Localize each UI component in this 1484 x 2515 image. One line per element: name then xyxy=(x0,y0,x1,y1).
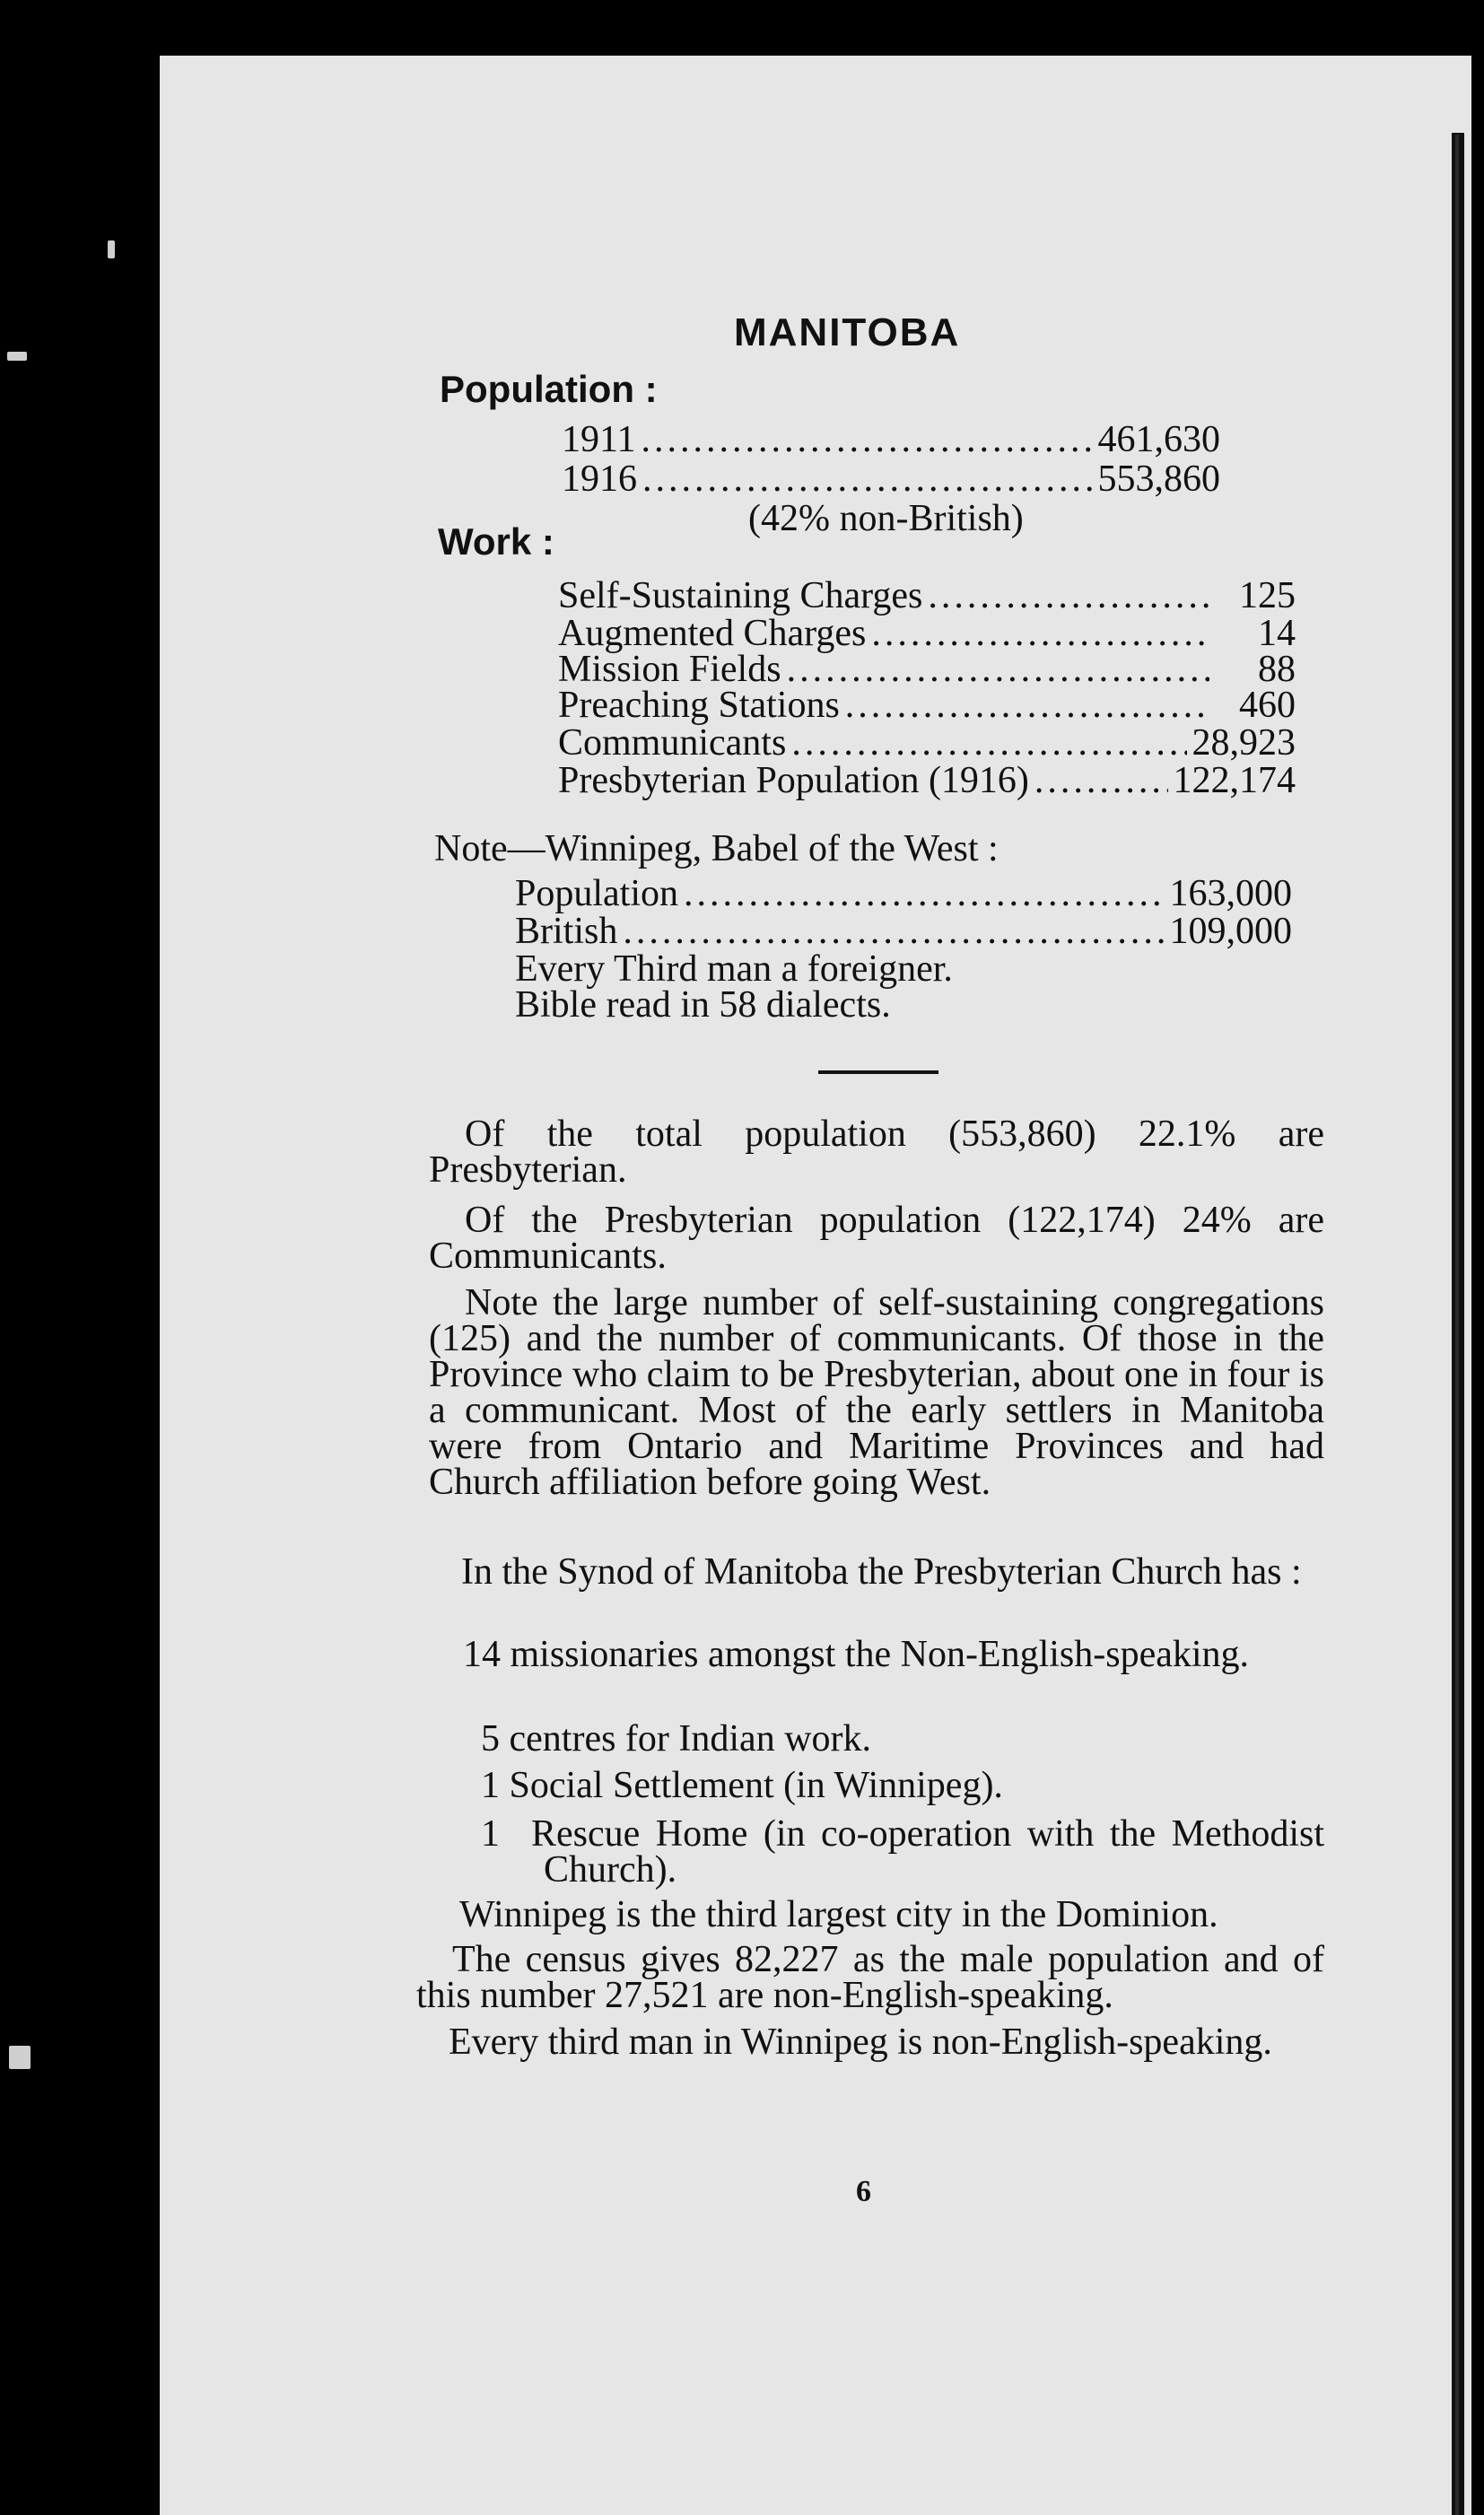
work-row xyxy=(558,684,1296,727)
leader-dots xyxy=(928,574,1209,617)
population-row xyxy=(562,458,1220,501)
work-value: 28,923 xyxy=(1192,722,1296,764)
note-label: Population xyxy=(515,873,679,914)
section-divider xyxy=(818,1070,938,1074)
speck xyxy=(108,240,115,258)
paragraph: Winnipeg is the third largest city in the Dominion. xyxy=(459,1894,1218,1935)
work-row xyxy=(558,721,1296,764)
population-value: 553,860 xyxy=(1097,458,1220,500)
page-number: 6 xyxy=(856,2175,871,2208)
page-title: MANITOBA xyxy=(734,310,961,354)
leader-dots xyxy=(642,458,1093,501)
population-heading: Population : xyxy=(440,368,658,410)
list-item xyxy=(463,1634,1324,1675)
list-item-text: centres for Indian work. xyxy=(509,1718,872,1760)
note-line: Bible read in 58 dialects. xyxy=(515,984,891,1026)
list-item xyxy=(481,1765,1003,1806)
list-item-text: missionaries amongst the Non-English-speaking. xyxy=(510,1634,1250,1675)
note-row xyxy=(515,910,1292,953)
note-line: Every Third man a foreigner. xyxy=(515,948,953,990)
list-item-text: Social Settlement (in Winnipeg). xyxy=(509,1765,1003,1806)
population-year: 1911 xyxy=(562,419,636,460)
work-value: 125 xyxy=(1239,575,1296,616)
paragraph: The census gives 82,227 as the male population and of this number 27,521 are non-English-speaking. xyxy=(416,1939,1324,2016)
work-label: Self-Sustaining Charges xyxy=(558,575,923,616)
work-row xyxy=(558,574,1296,617)
population-value: 461,630 xyxy=(1097,419,1220,460)
page-spine xyxy=(1455,135,1459,2515)
leader-dots xyxy=(641,418,1092,461)
paragraph: Note the large number of self-sustaining congregations (125) and the number of communicants. Of those in the Province who claim to be Presbyterian, about one in four is a communicant. Most of the early settlers in Manitoba were from Ontario and Maritime Provinces and had Church affiliation before going West. xyxy=(429,1282,1324,1503)
work-label: Communicants xyxy=(558,722,787,764)
paragraph: Of the Presbyterian population (122,174) 24% are Communicants. xyxy=(429,1200,1324,1277)
note-heading: Note—Winnipeg, Babel of the West : xyxy=(434,828,999,869)
list-item-number: 1 xyxy=(481,1765,500,1806)
list-item-number: 5 xyxy=(481,1718,500,1760)
note-value: 163,000 xyxy=(1169,873,1292,914)
work-value: 88 xyxy=(1258,649,1296,690)
population-note: (42% non-British) xyxy=(748,498,1024,539)
paragraph: Of the total population (553,860) 22.1% are Presbyterian. xyxy=(429,1113,1324,1191)
list-item xyxy=(481,1813,1324,1891)
speck xyxy=(7,352,27,361)
work-label: Presbyterian Population (1916) xyxy=(558,760,1029,801)
leader-dots xyxy=(684,872,1164,915)
list-item-number: 14 xyxy=(463,1634,501,1675)
leader-dots xyxy=(623,910,1164,953)
list-item-text: Rescue Home (in co-operation with the Methodist Church). xyxy=(530,1813,1324,1891)
speck xyxy=(9,2046,31,2069)
population-year: 1916 xyxy=(562,458,637,500)
list-item-number: 1 xyxy=(481,1813,500,1855)
paragraph: In the Synod of Manitoba the Presbyterian Church has : xyxy=(461,1551,1302,1593)
note-value: 109,000 xyxy=(1169,911,1292,952)
leader-dots xyxy=(845,684,1209,727)
work-value: 460 xyxy=(1239,685,1296,726)
work-value: 122,174 xyxy=(1173,760,1296,801)
population-row xyxy=(562,418,1220,461)
leader-dots xyxy=(1034,759,1168,802)
note-row xyxy=(515,872,1292,915)
work-row xyxy=(558,759,1296,802)
work-value: 14 xyxy=(1258,613,1296,654)
leader-dots xyxy=(791,721,1186,764)
work-label: Mission Fields xyxy=(558,649,781,690)
work-label: Augmented Charges xyxy=(558,613,867,654)
list-item xyxy=(481,1718,872,1760)
work-heading: Work : xyxy=(438,520,554,563)
paragraph: Every third man in Winnipeg is non-English-speaking. xyxy=(449,2022,1272,2063)
note-label: British xyxy=(515,911,618,952)
work-label: Preaching Stations xyxy=(558,685,840,726)
